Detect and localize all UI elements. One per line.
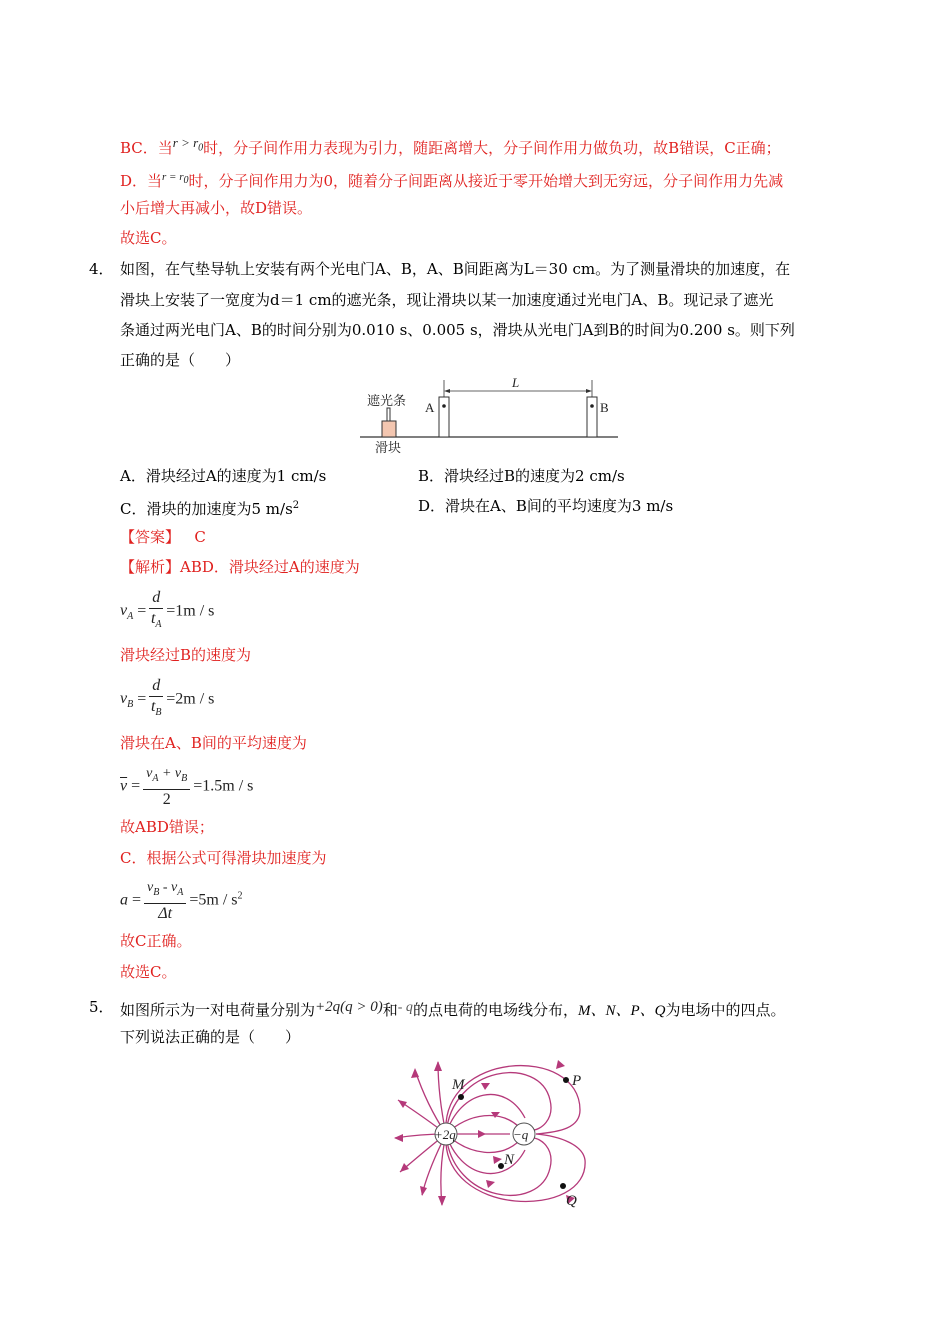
formula-va: $v_A$ = $\frac{d}{t_A}$ =1m / s: [120, 589, 215, 631]
negative-charge-label: −q: [513, 1127, 529, 1142]
q4-option-a: A．滑块经过A的速度为1 cm/s: [120, 467, 327, 485]
gate-a-dot: [442, 404, 446, 408]
q4-answer: 【答案】 C: [120, 528, 206, 546]
q5-field-lines-figure: [390, 1050, 600, 1210]
q4-analysis-1: 【解析】ABD．滑块经过A的速度为: [120, 558, 360, 576]
formula-a: a = $\frac{v_B - v_A}{\Delta t}$ $=5m / s^2$: [120, 880, 243, 922]
option-bc-analysis: [120, 133, 781, 159]
q4-analysis-2: 滑块经过B的速度为: [120, 646, 252, 664]
gate-a: [439, 397, 449, 437]
block-label: 滑块: [375, 440, 402, 455]
d-condition: r = r0: [162, 171, 189, 187]
gate-b-label: B: [600, 400, 609, 415]
dim-arrow-right: [586, 389, 592, 393]
shading-strip: [387, 408, 390, 421]
gate-a-label: A: [425, 400, 435, 415]
q5-charge-negative: - q: [397, 1000, 413, 1015]
option-d-analysis-cont: 小后增大再减小，故D错误。: [120, 199, 313, 217]
prev-choose: 故选C。: [120, 229, 177, 247]
option-d-analysis: [120, 167, 783, 191]
point-q: [560, 1183, 566, 1189]
point-p-label: P: [572, 1073, 582, 1089]
q4-number: 4．: [89, 260, 114, 278]
bc-text: 时，分子间作用力表现为引力，随距离增大，分子间作用力做负功，故B错误，C正确；: [203, 139, 781, 157]
q4-stem-line1: 如图，在气垫导轨上安装有两个光电门A、B，A、B间距离为L＝30 cm。为了测量滑块的加速度，在: [120, 260, 791, 278]
q4-option-d: D．滑块在A、B间的平均速度为3 m/s: [418, 497, 674, 515]
q4-stem-line3: 条通过两光电门A、B的时间分别为0.010 s、0.005 s，滑块从光电门A到B的时间为0.200 s。则下列: [120, 321, 795, 339]
strip-label: 遮光条: [367, 393, 407, 408]
q5-charge-positive: +2q(q > 0): [315, 999, 383, 1015]
q5-stem-line2: 下列说法正确的是（ ）: [120, 1028, 301, 1046]
q4-option-c: C．滑块的加速度为5 $m/s^2$: [120, 500, 300, 518]
q4-analysis-5: C．根据公式可得滑块加速度为: [120, 849, 327, 867]
q4-choose: 故选C。: [120, 963, 177, 981]
bc-condition: $r > r_0$: [172, 135, 204, 154]
q4-analysis-6: 故C正确。: [120, 932, 192, 950]
gate-b-dot: [590, 404, 594, 408]
point-n-label: N: [504, 1152, 515, 1168]
formula-vavg: $\overline{v}$ = $\frac{v_A + v_B}{2}$ =1.5m / s: [120, 766, 254, 808]
gate-b: [587, 397, 597, 437]
q4-stem-line2: 滑块上安装了一宽度为d＝1 cm的遮光条，现让滑块以某一加速度通过光电门A、B。现记录了遮光: [120, 291, 774, 309]
q4-stem-line4: 正确的是（ ）: [120, 351, 241, 369]
d-prefix: D．当: [120, 172, 163, 190]
dim-label-l: L: [512, 375, 520, 390]
q4-analysis-3: 滑块在A、B间的平均速度为: [120, 734, 307, 752]
point-m: [458, 1094, 464, 1100]
field-line: [446, 1066, 580, 1134]
dim-arrow-left: [444, 389, 450, 393]
point-p: [563, 1077, 569, 1083]
point-q-label: Q: [566, 1193, 577, 1209]
q4-air-track-figure: [360, 372, 625, 460]
q5-number: 5．: [89, 998, 114, 1016]
q4-analysis-4: 故ABD错误；: [120, 818, 214, 836]
q4-option-b: B．滑块经过B的速度为2 cm/s: [418, 467, 625, 485]
bc-prefix: BC．当: [120, 139, 173, 157]
positive-charge-label: +2q: [434, 1127, 456, 1142]
d-text: 时，分子间作用力为0，随着分子间距离从接近于零开始增大到无穷远，分子间作用力先减: [188, 172, 784, 190]
point-m-label: M: [452, 1077, 465, 1093]
slider-block: [382, 421, 396, 437]
q5-stem-line1: 如图所示为一对电荷量分别为+2q(q > 0)和- q的点电荷的电场线分布，M、N、P、Q为电场中的四点。: [120, 999, 786, 1019]
formula-vb: $v_B$ = $\frac{d}{t_B}$ =2m / s: [120, 677, 215, 719]
